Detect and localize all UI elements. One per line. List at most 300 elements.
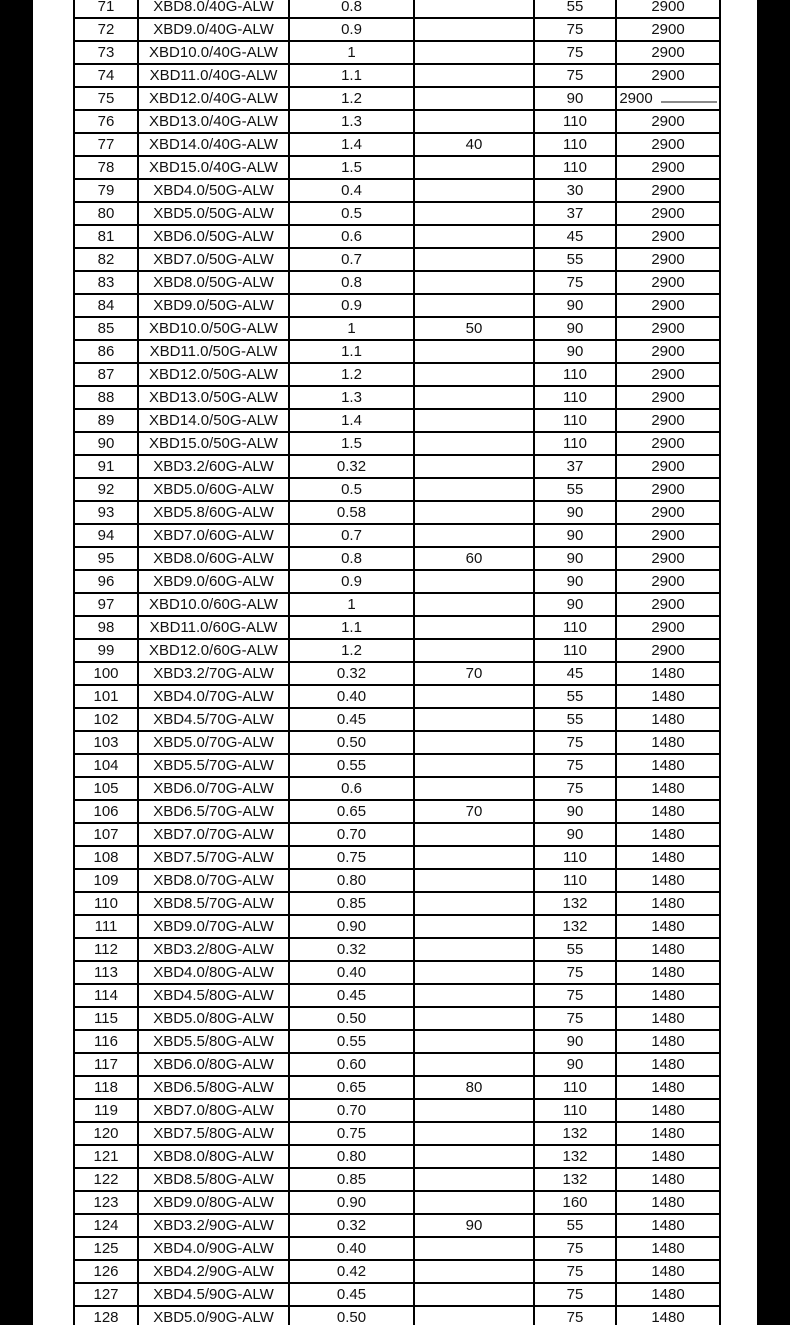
model-cell: XBD5.0/90G-ALW: [138, 1306, 289, 1325]
model-cell: XBD14.0/40G-ALW: [138, 133, 289, 156]
model-cell: XBD8.5/70G-ALW: [138, 892, 289, 915]
pump-spec-table: [73, 0, 721, 1325]
table-row: [74, 984, 720, 1007]
rated-value-cell: 0.32: [289, 455, 414, 478]
table-row: [74, 1191, 720, 1214]
table-row: [74, 1237, 720, 1260]
rated-value-cell: 1.2: [289, 87, 414, 110]
power-cell: 90: [534, 593, 616, 616]
table-row: [74, 363, 720, 386]
power-cell: 75: [534, 731, 616, 754]
model-cell: XBD9.0/40G-ALW: [138, 18, 289, 41]
speed-cell: 1480: [616, 685, 720, 708]
row-number-cell: 124: [74, 1214, 138, 1237]
rated-value-cell: 0.75: [289, 846, 414, 869]
table-row: [74, 225, 720, 248]
model-cell: XBD12.0/50G-ALW: [138, 363, 289, 386]
model-cell: XBD9.0/60G-ALW: [138, 570, 289, 593]
row-number-cell: 109: [74, 869, 138, 892]
row-number-cell: 117: [74, 1053, 138, 1076]
power-cell: 75: [534, 18, 616, 41]
row-number-cell: 108: [74, 846, 138, 869]
speed-cell: 1480: [616, 1237, 720, 1260]
speed-cell: 1480: [616, 1145, 720, 1168]
power-cell: 37: [534, 455, 616, 478]
rated-value-cell: 0.5: [289, 478, 414, 501]
size-group-cell: [414, 478, 534, 501]
row-number-cell: 105: [74, 777, 138, 800]
row-number-cell: 94: [74, 524, 138, 547]
rated-value-cell: 0.80: [289, 869, 414, 892]
model-cell: XBD7.0/50G-ALW: [138, 248, 289, 271]
model-cell: XBD7.5/80G-ALW: [138, 1122, 289, 1145]
table-row: [74, 1076, 720, 1099]
table-row: [74, 616, 720, 639]
speed-cell: 2900: [616, 156, 720, 179]
power-cell: 110: [534, 1076, 616, 1099]
model-cell: XBD8.0/70G-ALW: [138, 869, 289, 892]
size-group-cell: [414, 685, 534, 708]
rated-value-cell: 0.8: [289, 271, 414, 294]
size-group-cell: [414, 87, 534, 110]
table-row: [74, 915, 720, 938]
pump-spec-table-body: [74, 0, 720, 1325]
power-cell: 90: [534, 87, 616, 110]
row-number-cell: 126: [74, 1260, 138, 1283]
rated-value-cell: 0.75: [289, 1122, 414, 1145]
model-cell: XBD10.0/60G-ALW: [138, 593, 289, 616]
power-cell: 90: [534, 1030, 616, 1053]
table-row: [74, 64, 720, 87]
power-cell: 75: [534, 984, 616, 1007]
speed-cell: 2900: [616, 41, 720, 64]
rated-value-cell: 1.2: [289, 363, 414, 386]
rated-value-cell: 0.6: [289, 777, 414, 800]
table-row: [74, 1168, 720, 1191]
power-cell: 90: [534, 570, 616, 593]
table-row: [74, 938, 720, 961]
power-cell: 90: [534, 501, 616, 524]
row-number-cell: 76: [74, 110, 138, 133]
row-number-cell: 116: [74, 1030, 138, 1053]
row-number-cell: 119: [74, 1099, 138, 1122]
row-number-cell: 74: [74, 64, 138, 87]
row-number-cell: 72: [74, 18, 138, 41]
table-row: [74, 777, 720, 800]
rated-value-cell: 0.45: [289, 1283, 414, 1306]
model-cell: XBD4.0/70G-ALW: [138, 685, 289, 708]
rated-value-cell: 1.1: [289, 64, 414, 87]
row-number-cell: 106: [74, 800, 138, 823]
size-group-cell: [414, 340, 534, 363]
size-group-cell: [414, 1306, 534, 1325]
speed-cell: 2900: [616, 455, 720, 478]
size-group-cell: 90: [414, 1214, 534, 1237]
row-number-cell: 128: [74, 1306, 138, 1325]
row-number-cell: 120: [74, 1122, 138, 1145]
size-group-cell: [414, 984, 534, 1007]
row-number-cell: 111: [74, 915, 138, 938]
table-row: [74, 662, 720, 685]
model-cell: XBD4.0/80G-ALW: [138, 961, 289, 984]
rated-value-cell: 1: [289, 41, 414, 64]
table-row: [74, 294, 720, 317]
row-number-cell: 75: [74, 87, 138, 110]
size-group-cell: [414, 1030, 534, 1053]
speed-cell: 1480: [616, 1030, 720, 1053]
table-row: [74, 386, 720, 409]
size-group-cell: [414, 754, 534, 777]
rated-value-cell: 0.80: [289, 1145, 414, 1168]
size-group-cell: [414, 892, 534, 915]
model-cell: XBD3.2/60G-ALW: [138, 455, 289, 478]
row-number-cell: 107: [74, 823, 138, 846]
table-row: [74, 409, 720, 432]
table-row: [74, 754, 720, 777]
rated-value-cell: 0.85: [289, 892, 414, 915]
row-number-cell: 97: [74, 593, 138, 616]
model-cell: XBD4.5/90G-ALW: [138, 1283, 289, 1306]
row-number-cell: 89: [74, 409, 138, 432]
row-number-cell: 123: [74, 1191, 138, 1214]
size-group-cell: [414, 409, 534, 432]
power-cell: 110: [534, 133, 616, 156]
speed-cell: 2900: [616, 478, 720, 501]
row-number-cell: 104: [74, 754, 138, 777]
power-cell: 90: [534, 524, 616, 547]
size-group-cell: [414, 501, 534, 524]
size-group-cell: [414, 708, 534, 731]
row-number-cell: 95: [74, 547, 138, 570]
rated-value-cell: 0.50: [289, 731, 414, 754]
speed-cell: 2900: [616, 179, 720, 202]
row-number-cell: 113: [74, 961, 138, 984]
speed-cell: 2900: [616, 616, 720, 639]
row-number-cell: 127: [74, 1283, 138, 1306]
rated-value-cell: 0.65: [289, 1076, 414, 1099]
rated-value-cell: 0.58: [289, 501, 414, 524]
row-number-cell: 110: [74, 892, 138, 915]
speed-cell: 2900: [616, 593, 720, 616]
speed-cell: 2900: [616, 0, 720, 18]
table-row: [74, 432, 720, 455]
speed-cell: 2900: [616, 64, 720, 87]
speed-cell: 2900: [616, 225, 720, 248]
row-number-cell: 86: [74, 340, 138, 363]
speed-cell: 1480: [616, 1260, 720, 1283]
power-cell: 110: [534, 846, 616, 869]
rated-value-cell: 0.40: [289, 685, 414, 708]
speed-cell: 1480: [616, 1306, 720, 1325]
power-cell: 110: [534, 432, 616, 455]
power-cell: 37: [534, 202, 616, 225]
model-cell: XBD8.0/50G-ALW: [138, 271, 289, 294]
power-cell: 75: [534, 1306, 616, 1325]
size-group-cell: [414, 1053, 534, 1076]
rated-value-cell: 1.5: [289, 432, 414, 455]
scan-black-edge-right: [757, 0, 790, 1325]
power-cell: 132: [534, 1168, 616, 1191]
power-cell: 55: [534, 0, 616, 18]
rated-value-cell: 0.90: [289, 1191, 414, 1214]
row-number-cell: 115: [74, 1007, 138, 1030]
speed-cell: 2900: [616, 271, 720, 294]
row-number-cell: 93: [74, 501, 138, 524]
row-number-cell: 87: [74, 363, 138, 386]
rated-value-cell: 1: [289, 593, 414, 616]
rated-value-cell: 0.9: [289, 18, 414, 41]
power-cell: 110: [534, 363, 616, 386]
power-cell: 132: [534, 1145, 616, 1168]
table-row: [74, 271, 720, 294]
speed-cell: 2900: [616, 340, 720, 363]
speed-cell: 2900: [616, 524, 720, 547]
speed-cell: 1480: [616, 823, 720, 846]
rated-value-cell: 1.1: [289, 616, 414, 639]
rated-value-cell: 0.6: [289, 225, 414, 248]
table-row: [74, 1122, 720, 1145]
size-group-cell: [414, 1283, 534, 1306]
size-group-cell: [414, 639, 534, 662]
table-row: [74, 1030, 720, 1053]
row-number-cell: 112: [74, 938, 138, 961]
size-group-cell: [414, 363, 534, 386]
speed-cell: 1480: [616, 731, 720, 754]
rated-value-cell: 0.85: [289, 1168, 414, 1191]
size-group-cell: [414, 202, 534, 225]
model-cell: XBD11.0/60G-ALW: [138, 616, 289, 639]
table-row: [74, 133, 720, 156]
size-group-cell: [414, 524, 534, 547]
table-row: [74, 823, 720, 846]
size-group-cell: [414, 1122, 534, 1145]
rated-value-cell: 1.3: [289, 110, 414, 133]
table-row: [74, 1214, 720, 1237]
speed-cell: 1480: [616, 1053, 720, 1076]
row-number-cell: 91: [74, 455, 138, 478]
row-number-cell: 88: [74, 386, 138, 409]
table-row: [74, 639, 720, 662]
power-cell: 75: [534, 1237, 616, 1260]
size-group-cell: [414, 1168, 534, 1191]
size-group-cell: [414, 18, 534, 41]
model-cell: XBD4.2/90G-ALW: [138, 1260, 289, 1283]
speed-cell: 2900: [616, 501, 720, 524]
rated-value-cell: 0.32: [289, 1214, 414, 1237]
rated-value-cell: 0.50: [289, 1007, 414, 1030]
model-cell: XBD6.0/80G-ALW: [138, 1053, 289, 1076]
size-group-cell: [414, 248, 534, 271]
model-cell: XBD5.5/70G-ALW: [138, 754, 289, 777]
rated-value-cell: 0.50: [289, 1306, 414, 1325]
size-group-cell: [414, 777, 534, 800]
table-row: [74, 800, 720, 823]
speed-cell: 1480: [616, 984, 720, 1007]
rated-value-cell: 0.9: [289, 570, 414, 593]
rated-value-cell: 0.7: [289, 248, 414, 271]
model-cell: XBD14.0/50G-ALW: [138, 409, 289, 432]
row-number-cell: 73: [74, 41, 138, 64]
power-cell: 55: [534, 1214, 616, 1237]
speed-cell: 2900: [616, 110, 720, 133]
table-row: [74, 340, 720, 363]
power-cell: 110: [534, 869, 616, 892]
speed-cell: 1480: [616, 1214, 720, 1237]
size-group-cell: 50: [414, 317, 534, 340]
speed-cell: 1480: [616, 938, 720, 961]
rated-value-cell: 0.32: [289, 938, 414, 961]
speed-cell: 2900: [616, 570, 720, 593]
row-number-cell: 78: [74, 156, 138, 179]
speed-cell: 2900: [616, 409, 720, 432]
size-group-cell: [414, 1145, 534, 1168]
model-cell: XBD11.0/40G-ALW: [138, 64, 289, 87]
rated-value-cell: 0.45: [289, 708, 414, 731]
table-row: [74, 202, 720, 225]
size-group-cell: [414, 455, 534, 478]
power-cell: 110: [534, 156, 616, 179]
speed-cell: 1480: [616, 1076, 720, 1099]
size-group-cell: [414, 961, 534, 984]
model-cell: XBD7.5/70G-ALW: [138, 846, 289, 869]
speed-cell: 1480: [616, 1283, 720, 1306]
size-group-cell: [414, 731, 534, 754]
power-cell: 90: [534, 823, 616, 846]
model-cell: XBD3.2/90G-ALW: [138, 1214, 289, 1237]
model-cell: XBD3.2/80G-ALW: [138, 938, 289, 961]
size-group-cell: [414, 0, 534, 18]
size-group-cell: [414, 938, 534, 961]
model-cell: XBD4.5/70G-ALW: [138, 708, 289, 731]
speed-cell: 2900: [616, 547, 720, 570]
power-cell: 45: [534, 662, 616, 685]
power-cell: 75: [534, 961, 616, 984]
rated-value-cell: 0.5: [289, 202, 414, 225]
table-row: [74, 317, 720, 340]
table-row: [74, 1053, 720, 1076]
model-cell: XBD9.0/70G-ALW: [138, 915, 289, 938]
model-cell: XBD7.0/70G-ALW: [138, 823, 289, 846]
table-row: [74, 685, 720, 708]
row-number-cell: 125: [74, 1237, 138, 1260]
speed-cell: 2900: [616, 317, 720, 340]
size-group-cell: [414, 179, 534, 202]
size-group-cell: 40: [414, 133, 534, 156]
model-cell: XBD6.5/80G-ALW: [138, 1076, 289, 1099]
speed-value-text: 2900: [619, 90, 653, 107]
model-cell: XBD9.0/50G-ALW: [138, 294, 289, 317]
model-cell: XBD13.0/40G-ALW: [138, 110, 289, 133]
power-cell: 75: [534, 777, 616, 800]
rated-value-cell: 0.9: [289, 294, 414, 317]
model-cell: XBD5.8/60G-ALW: [138, 501, 289, 524]
size-group-cell: [414, 1237, 534, 1260]
speed-cell: 2900: [616, 248, 720, 271]
model-cell: XBD5.5/80G-ALW: [138, 1030, 289, 1053]
size-group-cell: [414, 110, 534, 133]
size-group-cell: [414, 225, 534, 248]
power-cell: 90: [534, 547, 616, 570]
table-row: [74, 0, 720, 18]
power-cell: 75: [534, 754, 616, 777]
model-cell: XBD12.0/40G-ALW: [138, 87, 289, 110]
power-cell: 110: [534, 386, 616, 409]
model-cell: XBD15.0/40G-ALW: [138, 156, 289, 179]
speed-cell: 1480: [616, 777, 720, 800]
power-cell: 110: [534, 639, 616, 662]
model-cell: XBD9.0/80G-ALW: [138, 1191, 289, 1214]
row-number-cell: 79: [74, 179, 138, 202]
row-number-cell: 99: [74, 639, 138, 662]
rated-value-cell: 0.42: [289, 1260, 414, 1283]
size-group-cell: [414, 294, 534, 317]
model-cell: XBD4.0/50G-ALW: [138, 179, 289, 202]
rated-value-cell: 0.70: [289, 1099, 414, 1122]
speed-cell: 2900: [616, 639, 720, 662]
table-row: [74, 1099, 720, 1122]
power-cell: 110: [534, 409, 616, 432]
table-row: [74, 1260, 720, 1283]
power-cell: 75: [534, 271, 616, 294]
size-group-cell: [414, 156, 534, 179]
table-row: [74, 892, 720, 915]
table-row: [74, 708, 720, 731]
model-cell: XBD8.0/80G-ALW: [138, 1145, 289, 1168]
row-number-cell: 71: [74, 0, 138, 18]
power-cell: 160: [534, 1191, 616, 1214]
table-row: [74, 961, 720, 984]
row-number-cell: 98: [74, 616, 138, 639]
model-cell: XBD10.0/50G-ALW: [138, 317, 289, 340]
rated-value-cell: 0.90: [289, 915, 414, 938]
table-row: [74, 455, 720, 478]
table-row: [74, 179, 720, 202]
rated-value-cell: 0.40: [289, 1237, 414, 1260]
model-cell: XBD13.0/50G-ALW: [138, 386, 289, 409]
row-number-cell: 81: [74, 225, 138, 248]
power-cell: 110: [534, 616, 616, 639]
speed-cell: 2900: [616, 363, 720, 386]
model-cell: XBD4.0/90G-ALW: [138, 1237, 289, 1260]
size-group-cell: [414, 1191, 534, 1214]
model-cell: XBD6.5/70G-ALW: [138, 800, 289, 823]
table-row: [74, 524, 720, 547]
rated-value-cell: 1.5: [289, 156, 414, 179]
speed-cell: 1480: [616, 1099, 720, 1122]
size-group-cell: [414, 593, 534, 616]
speed-cell: 1480: [616, 961, 720, 984]
rated-value-cell: 0.60: [289, 1053, 414, 1076]
size-group-cell: [414, 1007, 534, 1030]
row-number-cell: 92: [74, 478, 138, 501]
speed-cell: 1480: [616, 754, 720, 777]
speed-cell: 1480: [616, 800, 720, 823]
size-group-cell: [414, 432, 534, 455]
power-cell: 45: [534, 225, 616, 248]
table-row: [74, 18, 720, 41]
speed-cell: 2900: [616, 133, 720, 156]
table-row: [74, 869, 720, 892]
model-cell: XBD8.0/60G-ALW: [138, 547, 289, 570]
model-cell: XBD5.0/80G-ALW: [138, 1007, 289, 1030]
row-number-cell: 96: [74, 570, 138, 593]
size-group-cell: [414, 823, 534, 846]
rated-value-cell: 0.55: [289, 754, 414, 777]
model-cell: XBD11.0/50G-ALW: [138, 340, 289, 363]
speed-cell: 1480: [616, 1191, 720, 1214]
rated-value-cell: 0.55: [289, 1030, 414, 1053]
model-cell: XBD4.5/80G-ALW: [138, 984, 289, 1007]
